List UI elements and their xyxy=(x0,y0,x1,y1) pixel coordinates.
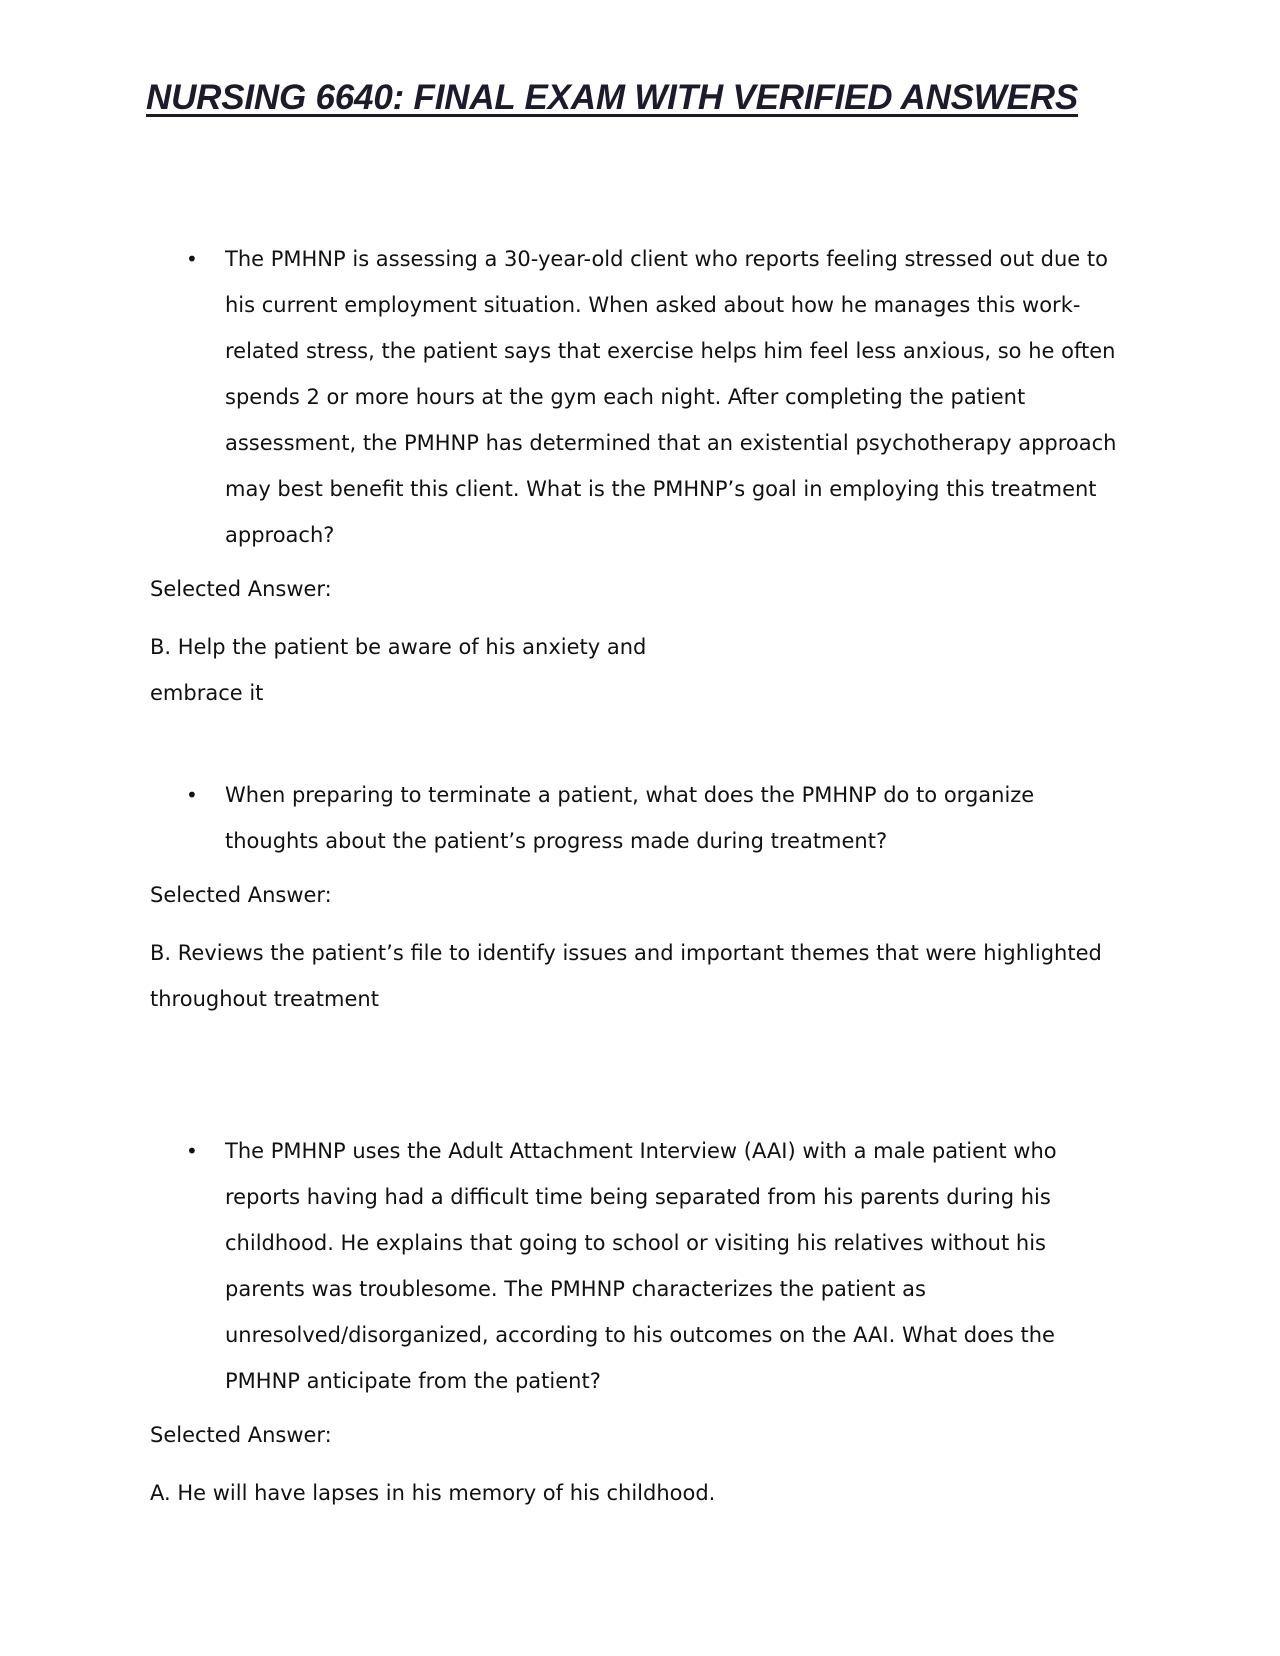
question-block-3 xyxy=(150,1128,1130,1516)
selected-answer-text: B. Help the patient be aware of his anxiety and embrace it xyxy=(150,635,647,705)
question-item xyxy=(150,1128,1130,1404)
question-item xyxy=(150,772,1130,864)
question-text: The PMHNP uses the Adult Attachment Interview (AAI) with a male patient who reports having had a difficult time being separated from his parents during his childhood. He explains that going to school or visiting his relatives without his parents was troublesome. The PMHNP characterizes the patient as unresolved/disorganized, according to his outcomes on the AAI. What does the PMHNP anticipate from the patient? xyxy=(225,1139,1057,1393)
selected-answer-text: A. He will have lapses in his memory of his childhood. xyxy=(150,1481,716,1505)
bullet-icon: • xyxy=(186,247,198,271)
bullet-icon: • xyxy=(186,783,198,807)
selected-answer-label: Selected Answer: xyxy=(150,883,332,907)
selected-answer-label: Selected Answer: xyxy=(150,1423,332,1447)
question-block-2 xyxy=(150,772,1130,1022)
question-item xyxy=(150,236,1130,558)
question-block-1 xyxy=(150,236,1130,716)
bullet-icon: • xyxy=(186,1139,198,1163)
document-title: NURSING 6640: FINAL EXAM WITH VERIFIED ANSWERS xyxy=(146,78,1079,117)
selected-answer-text: B. Reviews the patient’s file to identify issues and important themes that were highlighted throughout treatment xyxy=(150,941,1102,1011)
question-text: The PMHNP is assessing a 30-year-old client who reports feeling stressed out due to his current employment situation. When asked about how he manages this work-related stress, the patient says that exercise helps him feel less anxious, so he often spends 2 or more hours at the gym each night. After completing the patient assessment, the PMHNP has determined that an existential psychotherapy approach may best benefit this client. What is the PMHNP’s goal in employing this treatment approach? xyxy=(225,247,1117,547)
question-text: When preparing to terminate a patient, what does the PMHNP do to organize thoughts about the patient’s progress made during treatment? xyxy=(225,783,1035,853)
selected-answer-label: Selected Answer: xyxy=(150,577,332,601)
